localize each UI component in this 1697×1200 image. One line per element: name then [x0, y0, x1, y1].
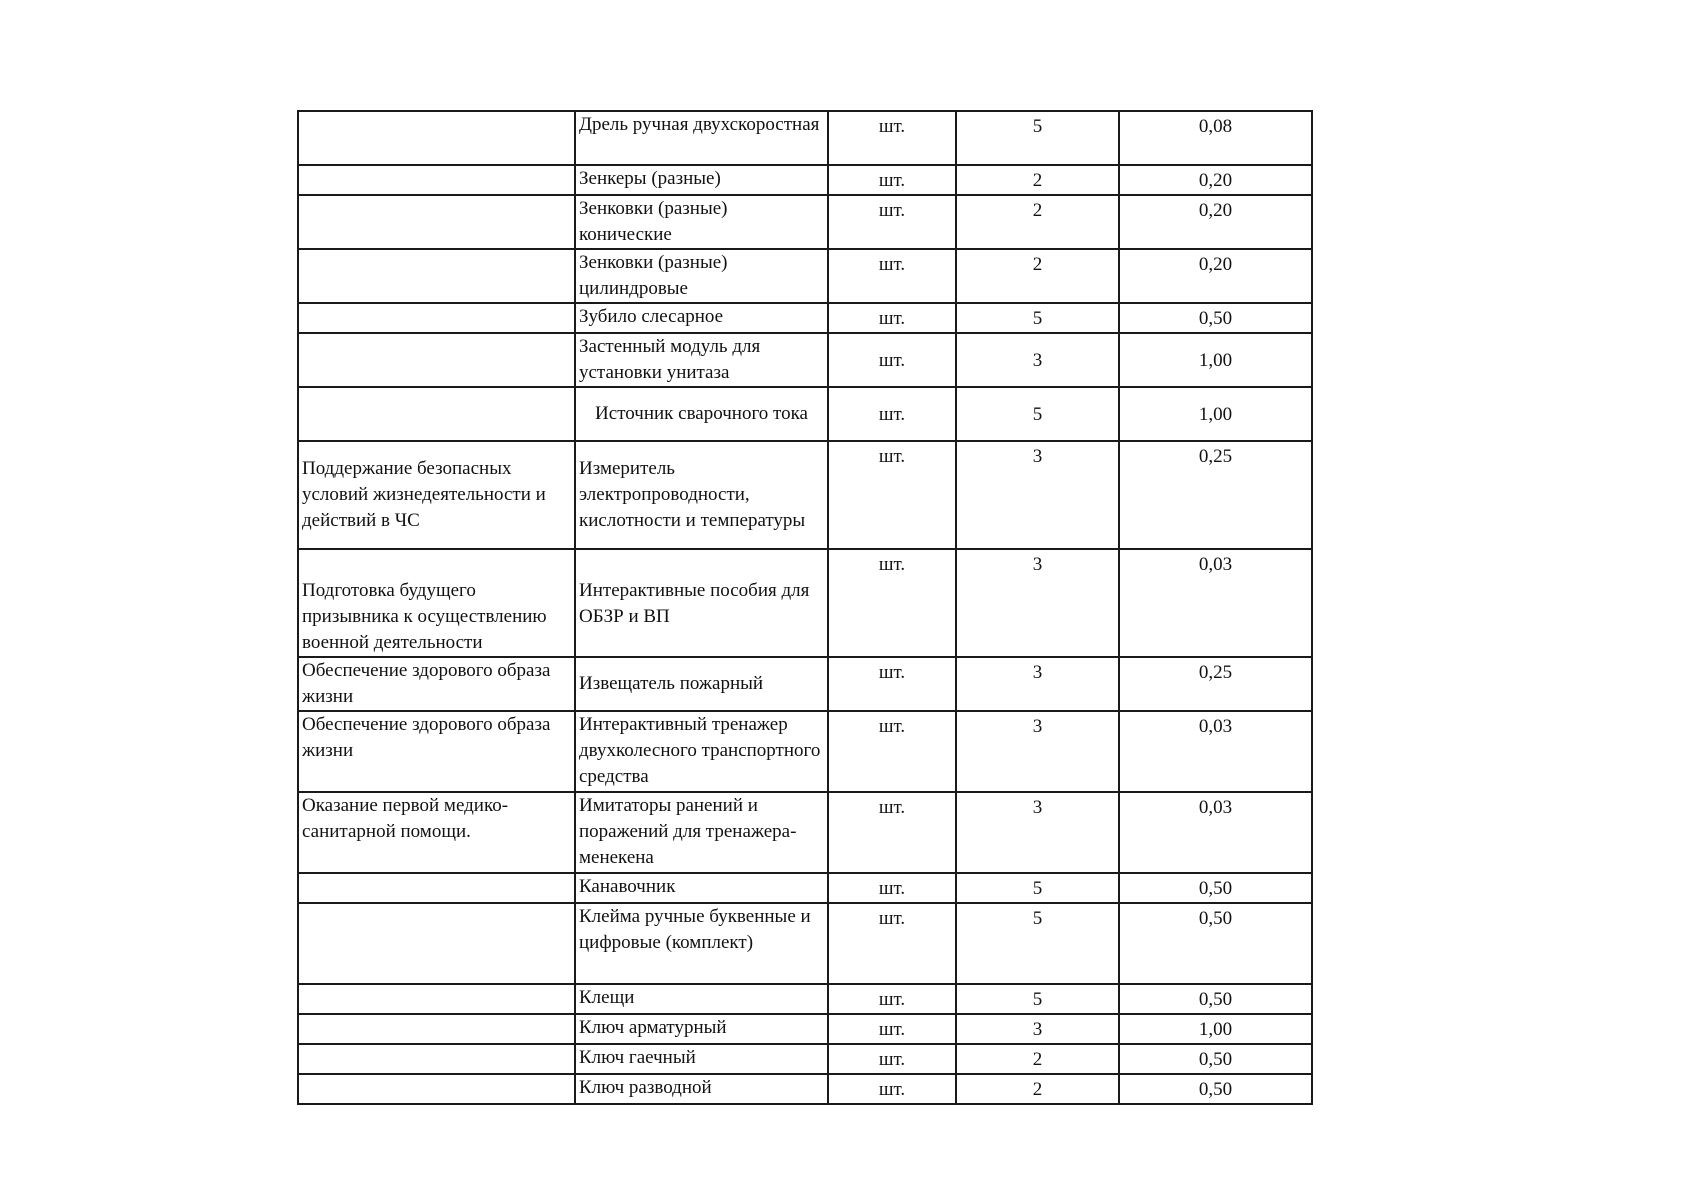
section-cell: Обеспечение здорового образа жизни: [298, 711, 575, 792]
quantity-cell: 5: [956, 303, 1119, 333]
quantity-cell: 3: [956, 441, 1119, 549]
coefficient-cell: 0,03: [1119, 792, 1312, 873]
section-cell: Подготовка будущего призывника к осуществлению военной деятельности: [298, 549, 575, 657]
quantity-cell: 2: [956, 165, 1119, 195]
section-cell: [298, 1044, 575, 1074]
section-cell: [298, 333, 575, 387]
coefficient-cell: 0,25: [1119, 657, 1312, 711]
quantity-cell: 5: [956, 903, 1119, 984]
section-cell: [298, 195, 575, 249]
quantity-cell: 5: [956, 111, 1119, 165]
table-row: [298, 387, 1312, 441]
table-row: [298, 1074, 1312, 1104]
unit-cell: шт.: [828, 792, 956, 873]
coefficient-cell: 0,50: [1119, 1044, 1312, 1074]
unit-cell: шт.: [828, 195, 956, 249]
table-row: [298, 549, 1312, 657]
section-cell: [298, 303, 575, 333]
coefficient-cell: 0,20: [1119, 165, 1312, 195]
item-cell: Интерактивные пособия для ОБЗР и ВП: [575, 549, 828, 657]
section-cell: [298, 111, 575, 165]
item-cell: Интерактивный тренажер двухколесного транспортного средства: [575, 711, 828, 792]
coefficient-cell: 0,50: [1119, 873, 1312, 903]
item-cell: Зубило слесарное: [575, 303, 828, 333]
section-cell: [298, 249, 575, 303]
item-cell: Клейма ручные буквенные и цифровые (комплект): [575, 903, 828, 984]
table-row: [298, 1044, 1312, 1074]
table-row: [298, 792, 1312, 873]
unit-cell: шт.: [828, 111, 956, 165]
unit-cell: шт.: [828, 333, 956, 387]
coefficient-cell: 0,03: [1119, 711, 1312, 792]
table-row: [298, 873, 1312, 903]
item-cell: Источник сварочного тока: [575, 387, 828, 441]
quantity-cell: 2: [956, 195, 1119, 249]
quantity-cell: 3: [956, 1014, 1119, 1044]
coefficient-cell: 0,25: [1119, 441, 1312, 549]
table-row: [298, 711, 1312, 792]
item-cell: Канавочник: [575, 873, 828, 903]
quantity-cell: 2: [956, 1074, 1119, 1104]
quantity-cell: 3: [956, 333, 1119, 387]
item-cell: Зенковки (разные) конические: [575, 195, 828, 249]
section-cell: [298, 873, 575, 903]
coefficient-cell: 0,50: [1119, 984, 1312, 1014]
item-cell: Измеритель электропроводности, кислотности и температуры: [575, 441, 828, 549]
unit-cell: шт.: [828, 1014, 956, 1044]
quantity-cell: 3: [956, 792, 1119, 873]
coefficient-cell: 0,50: [1119, 303, 1312, 333]
table-row: [298, 903, 1312, 984]
section-cell: [298, 387, 575, 441]
item-cell: Зенкеры (разные): [575, 165, 828, 195]
quantity-cell: 2: [956, 249, 1119, 303]
coefficient-cell: 0,50: [1119, 903, 1312, 984]
table-row: [298, 249, 1312, 303]
coefficient-cell: 0,08: [1119, 111, 1312, 165]
unit-cell: шт.: [828, 1044, 956, 1074]
item-cell: Клещи: [575, 984, 828, 1014]
section-cell: [298, 903, 575, 984]
unit-cell: шт.: [828, 303, 956, 333]
section-cell: Поддержание безопасных условий жизнедеятельности и действий в ЧС: [298, 441, 575, 549]
item-cell: Ключ арматурный: [575, 1014, 828, 1044]
section-cell: Оказание первой медико-санитарной помощи.: [298, 792, 575, 873]
unit-cell: шт.: [828, 657, 956, 711]
unit-cell: шт.: [828, 387, 956, 441]
table-row: [298, 441, 1312, 549]
quantity-cell: 5: [956, 387, 1119, 441]
equipment-table: [297, 110, 1313, 1105]
unit-cell: шт.: [828, 984, 956, 1014]
item-cell: Ключ разводной: [575, 1074, 828, 1104]
section-cell: [298, 984, 575, 1014]
coefficient-cell: 0,20: [1119, 249, 1312, 303]
unit-cell: шт.: [828, 711, 956, 792]
item-cell: Зенковки (разные) цилиндровые: [575, 249, 828, 303]
unit-cell: шт.: [828, 165, 956, 195]
table-row: [298, 195, 1312, 249]
table-row: [298, 111, 1312, 165]
quantity-cell: 3: [956, 549, 1119, 657]
unit-cell: шт.: [828, 441, 956, 549]
item-cell: Застенный модуль для установки унитаза: [575, 333, 828, 387]
section-cell: [298, 165, 575, 195]
table-row: [298, 657, 1312, 711]
item-cell: Дрель ручная двухскоростная: [575, 111, 828, 165]
item-cell: Имитаторы ранений и поражений для тренажера-менекена: [575, 792, 828, 873]
coefficient-cell: 0,03: [1119, 549, 1312, 657]
table-row: [298, 333, 1312, 387]
coefficient-cell: 0,50: [1119, 1074, 1312, 1104]
unit-cell: шт.: [828, 1074, 956, 1104]
item-cell: Извещатель пожарный: [575, 657, 828, 711]
unit-cell: шт.: [828, 549, 956, 657]
section-cell: [298, 1074, 575, 1104]
coefficient-cell: 1,00: [1119, 1014, 1312, 1044]
quantity-cell: 5: [956, 984, 1119, 1014]
section-cell: Обеспечение здорового образа жизни: [298, 657, 575, 711]
table-row: [298, 1014, 1312, 1044]
unit-cell: шт.: [828, 903, 956, 984]
section-cell: [298, 1014, 575, 1044]
coefficient-cell: 1,00: [1119, 333, 1312, 387]
quantity-cell: 2: [956, 1044, 1119, 1074]
coefficient-cell: 1,00: [1119, 387, 1312, 441]
coefficient-cell: 0,20: [1119, 195, 1312, 249]
table-row: [298, 303, 1312, 333]
item-cell: Ключ гаечный: [575, 1044, 828, 1074]
quantity-cell: 3: [956, 657, 1119, 711]
unit-cell: шт.: [828, 873, 956, 903]
unit-cell: шт.: [828, 249, 956, 303]
table-row: [298, 984, 1312, 1014]
quantity-cell: 3: [956, 711, 1119, 792]
quantity-cell: 5: [956, 873, 1119, 903]
table-row: [298, 165, 1312, 195]
